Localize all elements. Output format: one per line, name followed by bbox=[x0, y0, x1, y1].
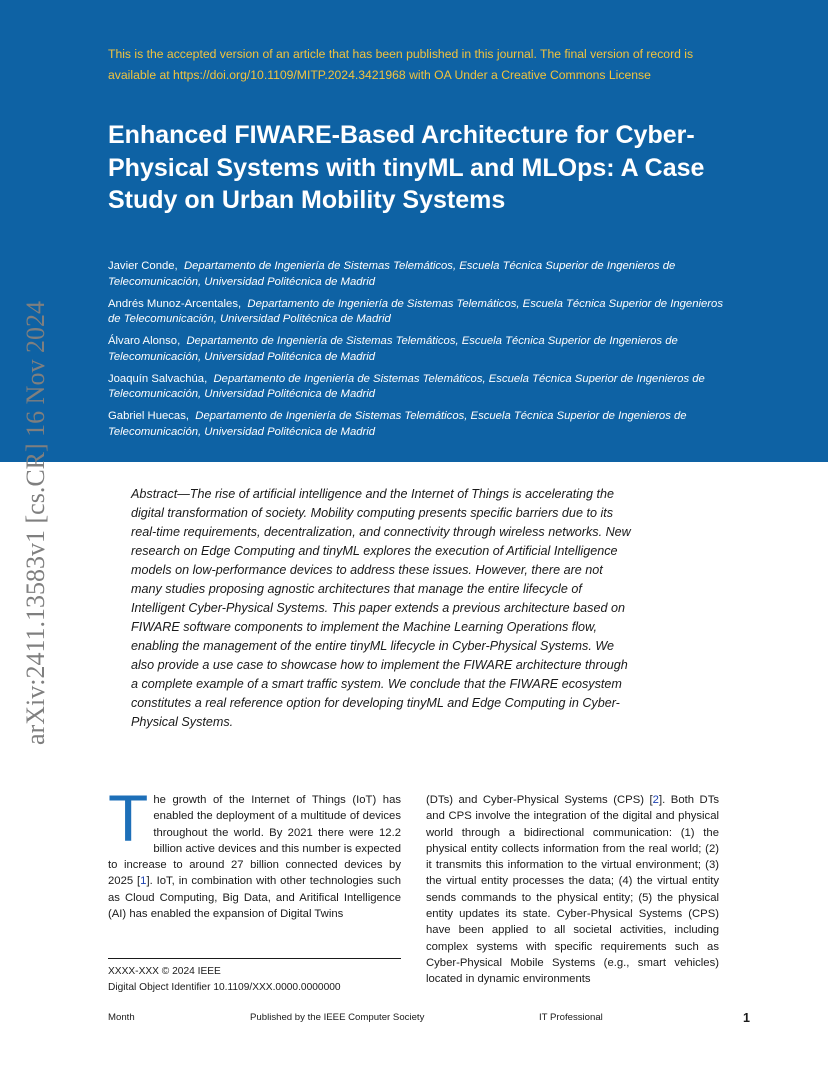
author-name: Gabriel Huecas, bbox=[108, 410, 189, 422]
footer-journal: IT Professional bbox=[539, 1012, 603, 1023]
body-column-left bbox=[108, 781, 401, 922]
footer-publisher: Published by the IEEE Computer Society bbox=[250, 1012, 425, 1023]
author-affiliation: Departamento de Ingeniería de Sistemas Telemáticos, Escuela Técnica Superior de Ingenieros de Telecomunicación, Universidad Politécnica de Madrid bbox=[108, 297, 723, 325]
doi-line: Digital Object Identifier 10.1109/XXX.0000.0000000 bbox=[108, 981, 341, 993]
author-affiliation: Departamento de Ingeniería de Sistemas Telemáticos, Escuela Técnica Superior de Ingenieros de Telecomunicación, Universidad Politécnica de Madrid bbox=[108, 260, 676, 288]
author-name: Joaquín Salvachúa, bbox=[108, 372, 208, 385]
arxiv-identifier: arXiv:2411.13583v1 [cs.CR] 16 Nov 2024 bbox=[21, 301, 50, 745]
body-text: (DTs) and Cyber-Physical Systems (CPS) [ bbox=[426, 794, 653, 806]
drop-cap: T bbox=[108, 781, 149, 855]
title-banner bbox=[0, 0, 828, 462]
publication-notice: This is the accepted version of an article that has been published in this journal. The final version of record is available at https://doi.org/10.1109/MITP.2024.3421968 with OA Under a Creative Commons License bbox=[108, 47, 694, 82]
author-entry bbox=[108, 409, 726, 440]
citation-link[interactable]: 1 bbox=[140, 875, 147, 888]
copyright-line: XXXX-XXX © 2024 IEEE bbox=[108, 966, 221, 977]
citation-link[interactable]: 2 bbox=[652, 794, 659, 806]
body-column-right bbox=[426, 792, 719, 988]
footnote-divider bbox=[108, 958, 401, 959]
author-name: Andrés Munoz-Arcentales, bbox=[108, 297, 242, 310]
author-entry bbox=[108, 372, 726, 403]
author-entry bbox=[108, 334, 726, 365]
footer-month: Month bbox=[108, 1012, 135, 1023]
body-text: he growth of the Internet of Things (IoT) has enabled the deployment of a multitude of devices throughout the world. By 2021 there were 12.2 billion active devices and this number is expected to increase to around 27 billion connected devices by 2025 [ bbox=[108, 794, 401, 888]
paper-title: Enhanced FIWARE-Based Architecture for Cyber-Physical Systems with tinyML and MLOps: A Case Study on Urban Mobility Systems bbox=[108, 121, 705, 214]
author-entry bbox=[108, 297, 726, 328]
author-name: Javier Conde, bbox=[108, 260, 178, 272]
author-affiliation: Departamento de Ingeniería de Sistemas Telemáticos, Escuela Técnica Superior de Ingenieros de Telecomunicación, Universidad Politécnica de Madrid bbox=[108, 372, 705, 400]
author-name: Álvaro Alonso, bbox=[108, 335, 181, 347]
body-text: ]. IoT, in combination with other technologies such as Cloud Computing, Big Data, and Aritifical Intelligence (AI) has enabled the expansion of Digital Twins bbox=[108, 875, 401, 921]
footnote bbox=[108, 964, 341, 995]
body-text: ]. Both DTs and CPS involve the integration of the digital and physical world through a bidirectional communication: (1) the physical entity collects information from the real world; (2) it transmits this information to the virtual environment; (3) the virtual entity processes the data; (4) the virtual entity sends commands to the physical entity; (5) the physical entity updates its state. Cyber-Physical Systems (CPS) have been applied to all societal activities, including complex systems with specific requirements such as Cyber-Physical Mobile Systems (e.g., smart vehicles) located in dynamic environments bbox=[426, 794, 720, 986]
author-affiliation: Departamento de Ingeniería de Sistemas Telemáticos, Escuela Técnica Superior de Ingenieros de Telecomunicación, Universidad Politécnica de Madrid bbox=[108, 335, 678, 363]
author-entry bbox=[108, 259, 726, 290]
author-affiliation: Departamento de Ingeniería de Sistemas Telemáticos, Escuela Técnica Superior de Ingenieros de Telecomunicación, Universidad Politécnica de Madrid bbox=[108, 410, 687, 438]
abstract: Abstract—The rise of artificial intelligence and the Internet of Things is accelerating the digital transformation of society. Mobility computing presents specific barriers due to its real-time requirements, decentralization, and connectivity through wireless networks. New research on Edge Computing and tinyML explores the execution of Artificial Intelligence models on low-performance devices to address these issues. However, there are not many studies proposing agnostic architectures that manage the entire lifecycle of Intelligent Cyber-Physical Systems. This paper extends a previous architecture based on FIWARE software components to implement the Machine Learning Operations flow, enabling the management of the entire tinyML lifecycle in Cyber-Physical Systems. We also provide a use case to showcase how to implement the FIWARE architecture through a complete example of a smart traffic system. We conclude that the FIWARE ecosystem constitutes a real reference option for developing tinyML and Edge Computing in Cyber-Physical Systems. bbox=[131, 487, 631, 729]
author-list bbox=[108, 259, 726, 447]
page-number: 1 bbox=[743, 1011, 750, 1025]
